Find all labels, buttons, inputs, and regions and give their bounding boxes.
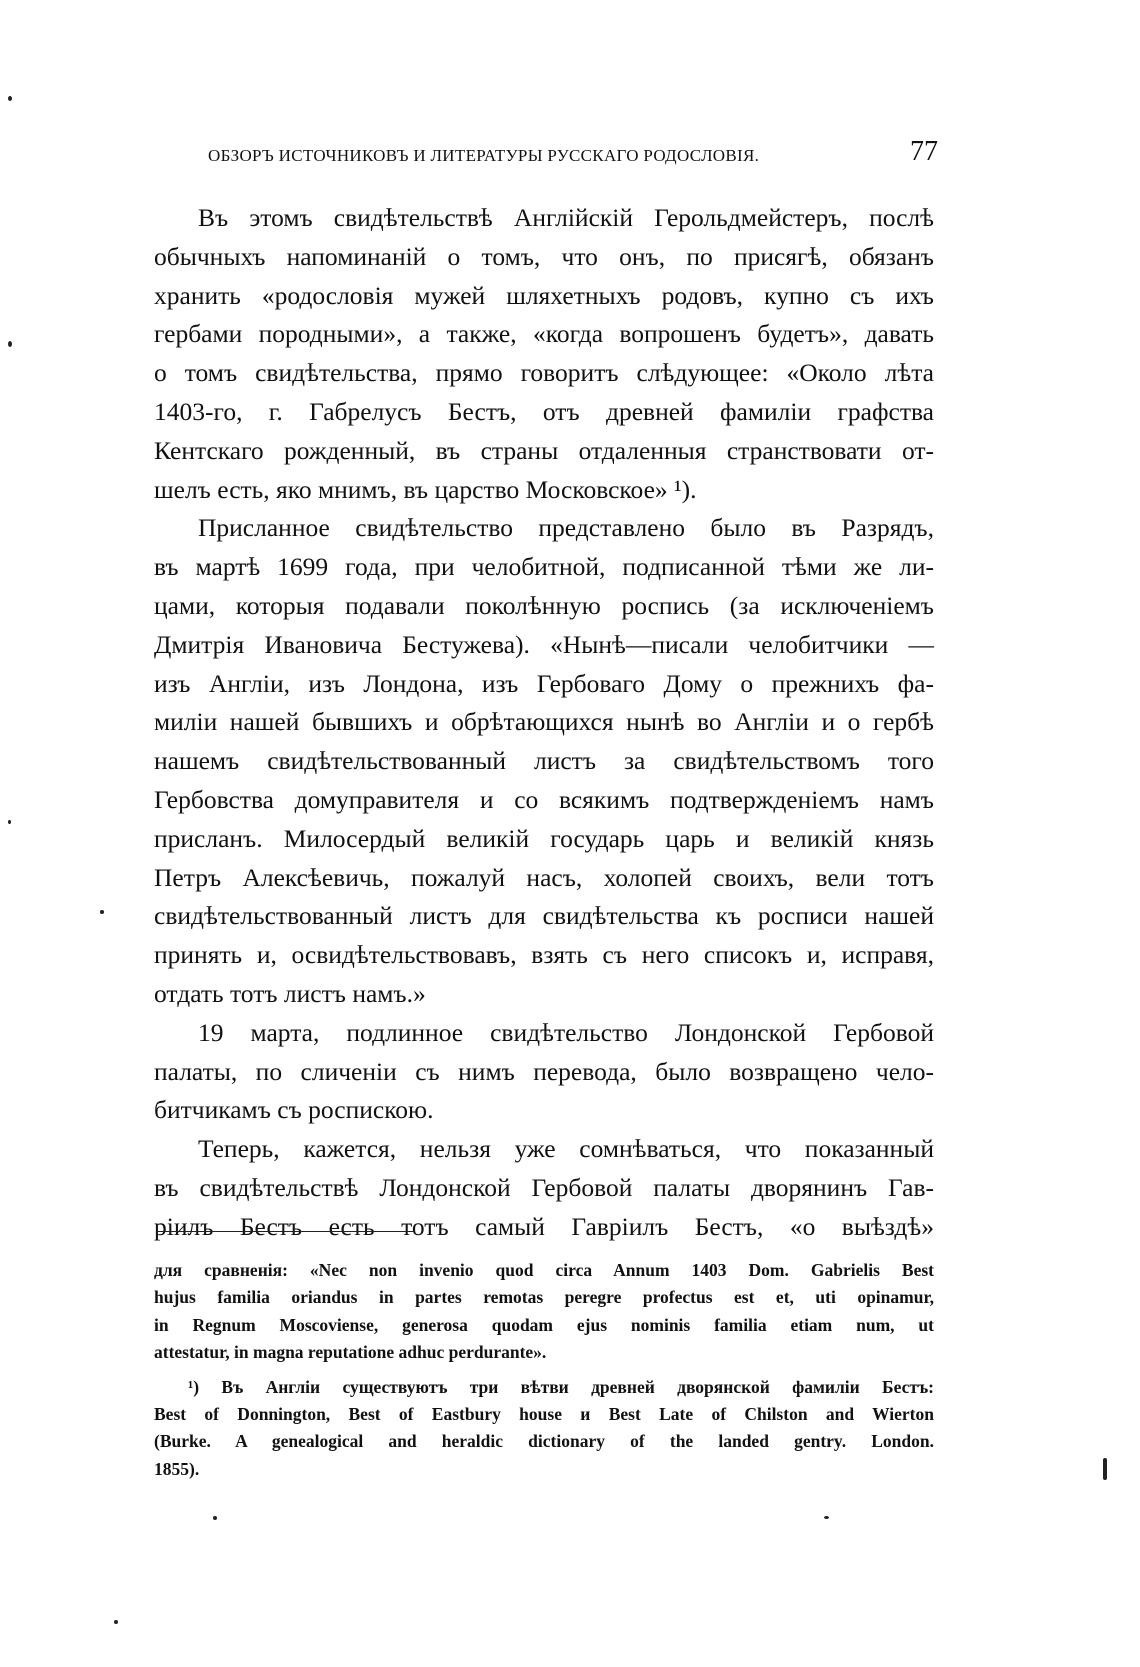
scan-speck [213,1516,217,1520]
text-line: отдать тотъ листъ намъ.» [154,978,426,1008]
text-line: обычныхъ напоминаній о томъ, что онъ, по присягѣ, обязанъ [154,241,934,271]
footnote-line: для сравненія: «Nec non invenio quod circa Annum 1403 Dom. Gabrielis Best [154,1260,934,1280]
footnote-line: in Regnum Moscoviense, generosa quodam ejus nominis familia etiam num, ut [154,1314,934,1335]
text-line: Въ этомъ свидѣтельствѣ Англійскій Герольдмейстеръ, послѣ [198,203,934,232]
text-line: принять и, освидѣтельствовавъ, взять съ него списокъ и, исправя, [154,940,934,970]
running-head [208,136,938,176]
text-line: въ мартѣ 1699 года, при челобитной, подписанной тѣми же ли- [154,552,934,582]
running-head-title: ОБЗОРЪ ИСТОЧНИКОВЪ И ЛИТЕРАТУРЫ РУССКАГО РОДОСЛОВІЯ. [208,146,760,165]
scan-speck [8,96,12,101]
footnote-line: Best of Donnington, Best of Eastbury house и Best Late of Chilston and Wierton [154,1403,934,1424]
text-line: изъ Англіи, изъ Лондона, изъ Гербоваго Дому о прежнихъ фа- [154,668,934,698]
scan-speck [8,820,11,824]
paragraph-3 [154,1014,934,1130]
text-line: 1403-го, г. Габрелусъ Бестъ, отъ древней фамиліи графства [154,396,934,426]
text-line: присланъ. Милосердый великій государь царь и великій князь [154,823,934,853]
scan-speck [100,910,104,914]
scan-speck [114,1620,118,1624]
footnotes [154,1257,934,1483]
text-line: битчикамъ съ роспискою. [154,1095,434,1125]
text-line: Присланное свидѣтельство представлено было въ Разрядъ, [198,513,934,543]
text-line: цами, которыя подавали поколѣнную роспись (за исключеніемъ [154,590,934,620]
text-line: ріилъ Бестъ есть тотъ самый Гавріилъ Бестъ, «о выѣздѣ» [154,1211,934,1241]
text-line: миліи нашей бывшихъ и обрѣтающихся нынѣ во Англіи и о гербѣ [154,707,934,737]
text-line: о томъ свидѣтельства, прямо говоритъ слѣдующее: «Около лѣта [154,358,934,388]
paragraph-4 [154,1130,934,1246]
text-line: палаты, по сличеніи съ нимъ перевода, было возвращено чело- [154,1056,934,1086]
text-line: 19 марта, подлинное свидѣтельство Лондонской Гербовой [198,1017,934,1047]
scan-speck [8,341,12,347]
paragraph-1 [154,199,934,509]
page-number: 77 [910,136,938,167]
text-line: въ свидѣтельствѣ Лондонской Гербовой палаты дворянинъ Гав- [154,1172,934,1202]
text-line: шелъ есть, яко мнимъ, въ царство Московское» ¹). [154,474,697,504]
footnote-line: attestatur, in magna reputatione adhuc perdurante». [154,1342,547,1363]
scan-speck [824,1516,829,1519]
main-text [154,199,934,1247]
footnote-line: ¹) Въ Англіи существуютъ три вѣтви древней дворянской фамиліи Бестъ: [188,1376,934,1397]
footnote-line: hujus familia oriandus in partes remotas peregre profectus est et, uti opinamur, [154,1287,934,1308]
footnote-continuation [154,1257,934,1367]
text-line: Дмитрія Ивановича Бестужева). «Нынѣ—писали челобитчики — [154,629,934,659]
paragraph-2 [154,509,934,1013]
text-line: хранить «родословія мужей шляхетныхъ родовъ, купно съ ихъ [154,280,934,310]
text-line: нашемъ свидѣтельствованный листъ за свидѣтельствомъ того [154,746,934,776]
text-line: Петръ Алексѣевичь, пожалуй насъ, холопей своихъ, вели тотъ [154,862,934,892]
footnote-line: (Burke. A genealogical and heraldic dictionary of the landed gentry. London. [154,1431,934,1452]
text-line: Кентскаго рожденный, въ страны отдаленныя странствовати от- [154,435,934,465]
text-line: гербами породными», а также, «когда вопрошенъ будетъ», давать [154,319,934,349]
footnote-rule [157,1231,414,1232]
scan-speck [1103,1458,1107,1480]
footnote-1 [154,1374,934,1484]
text-line: Гербовства домуправителя и со всякимъ подтвержденіемъ намъ [154,784,934,814]
text-line: Теперь, кажется, нельзя уже сомнѣваться, что показанный [198,1134,934,1164]
footnote-line: 1855). [154,1458,200,1479]
text-line: свидѣтельствованный листъ для свидѣтельства къ росписи нашей [154,901,934,931]
